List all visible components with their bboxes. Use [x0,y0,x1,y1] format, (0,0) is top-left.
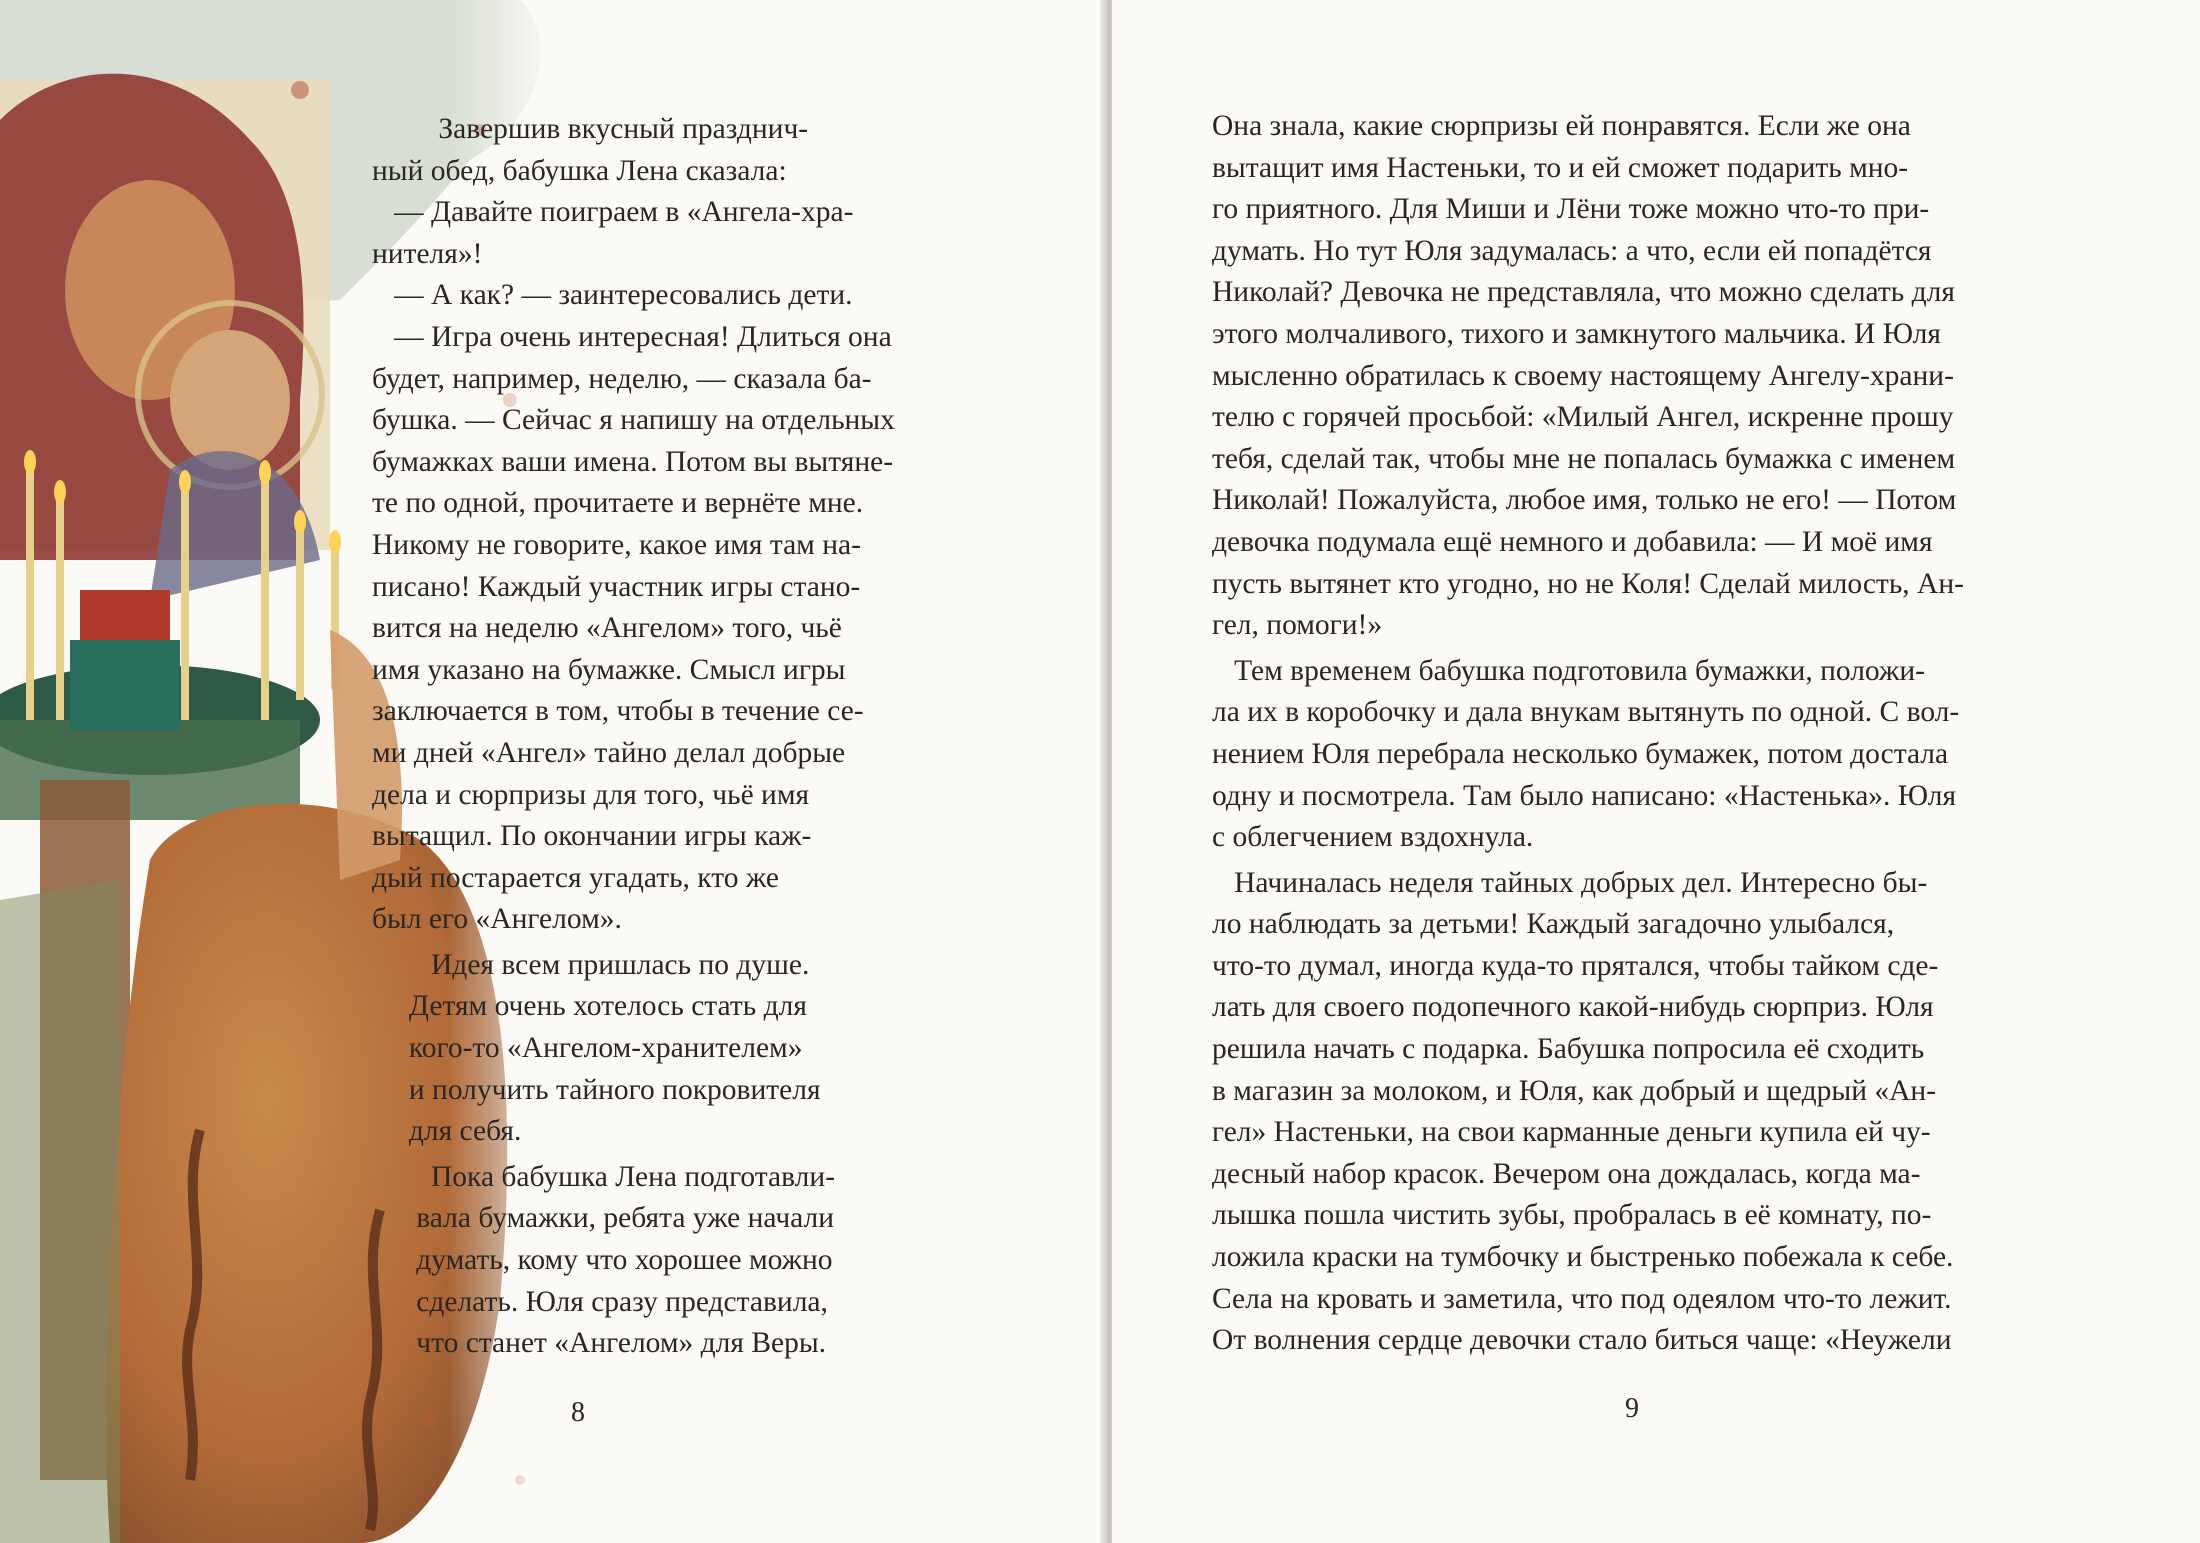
text-line: кого-то «Ангелом-хранителем» [372,1032,803,1065]
text-line: этого молчаливого, тихого и замкнутого мальчика. И Юля [1212,317,1941,350]
text-line: имя указано на бумажке. Смысл игры [372,653,846,686]
text-line: вытащил. По окончании игры каж- [372,820,812,853]
text-line: Тем временем бабушка подготовила бумажки, положи- [1212,654,1925,687]
text-line: писано! Каждый участник игры стано- [372,570,861,603]
left-page-text [372,109,1012,1365]
right-page-text [1212,106,2072,1362]
text-line: был его «Ангелом». [372,903,622,936]
text-line: сделать. Юля сразу представила, [372,1285,828,1318]
text-line: для себя. [372,1115,522,1148]
text-line: что-то думал, иногда куда-то прятался, чтобы тайком сде- [1212,949,1939,982]
text-line: Она знала, какие сюрпризы ей понравятся. Если же она [1212,110,1911,142]
text-line: Начиналась неделя тайных добрых дел. Интересно бы- [1212,866,1928,899]
text-line: думать. Но тут Юля задумалась: а что, если ей попадётся [1212,234,1932,267]
text-line: — Давайте поиграем в «Ангела-хра- [372,196,854,229]
text-line: ло наблюдать за детьми! Каждый загадочно улыбался, [1212,908,1895,941]
text-line: Никому не говорите, какое имя там на- [372,528,861,561]
text-line: те по одной, прочитаете и вернёте мне. [372,487,864,520]
text-line: бушка. — Сейчас я напишу на отдельных [372,404,895,437]
text-line: десный набор красок. Вечером она дождалась, когда ма- [1212,1157,1921,1190]
text-line: нением Юля перебрала несколько бумажек, потом достала [1212,737,1949,770]
text-line: — Игра очень интересная! Длиться она [372,320,892,353]
text-line: телю с горячей просьбой: «Милый Ангел, искренне прошу [1212,401,1954,434]
text-line: и получить тайного покровителя [372,1073,821,1106]
text-line: дый постарается угадать, кто же [372,861,779,894]
text-line: что станет «Ангелом» для Веры. [372,1327,827,1360]
text-line: мысленно обратилась к своему настоящему Ангелу-храни- [1212,359,1954,392]
text-line: ла их в коробочку и дала внукам вытянуть по одной. С вол- [1212,696,1960,729]
text-line: лать для своего подопечного какой-нибудь сюрприз. Юля [1212,991,1934,1024]
page-number-right: 9 [1625,1393,1639,1424]
text-line: — А как? — заинтересовались дети. [372,279,853,312]
text-line: гел» Настеньки, на свои карманные деньги купила ей чу- [1212,1116,1931,1149]
text-line: ми дней «Ангел» тайно делал добрые [372,736,846,769]
text-line: будет, например, неделю, — сказала ба- [372,362,872,395]
text-line: тебя, сделай так, чтобы мне не попалась бумажка с именем [1212,442,1956,475]
text-line: От волнения сердце девочки стало биться чаще: «Неужели [1212,1324,1952,1357]
text-line: в магазин за молоком, и Юля, как добрый и щедрый «Ан- [1212,1074,1937,1107]
text-line: Детям очень хотелось стать для [372,990,807,1023]
right-page [1112,0,2200,1543]
text-line: нителя»! [372,237,483,270]
text-line: ложила краски на тумбочку и быстренько побежала к себе. [1212,1241,1954,1274]
text-line: лышка пошла чистить зубы, пробралась в её комнату, по- [1212,1199,1932,1232]
text-line: пусть вытянет кто угодно, но не Коля! Сделай милость, Ан- [1212,567,1964,600]
text-line: одну и посмотрела. Там было написано: «Настенька». Юля [1212,779,1957,812]
text-line: го приятного. Для Миши и Лёни тоже можно что-то при- [1212,193,1930,226]
text-line: Николай? Девочка не представляла, что можно сделать для [1212,276,1955,309]
text-line: девочка подумала ещё немного и добавила: — И моё имя [1212,525,1933,558]
text-line: заключается в том, чтобы в течение се- [372,695,864,728]
text-line: Николай! Пожалуйста, любое имя, только не его! — Потом [1212,484,1957,517]
text-line: вится на неделю «Ангелом» того, чьё [372,612,842,645]
text-line: гел, помоги!» [1212,609,1383,642]
text-line: решила начать с подарка. Бабушка попросила её сходить [1212,1033,1925,1066]
text-line: Села на кровать и заметила, что под одеялом что-то лежит. [1212,1282,1952,1315]
text-line: ный обед, бабушка Лена сказала: [372,154,787,187]
text-line: вытащит имя Настеньки, то и ей сможет подарить мно- [1212,151,1909,184]
page-number-left: 8 [571,1397,585,1428]
text-line: Идея всем пришлась по душе. [372,948,810,981]
text-line: Пока бабушка Лена подготавли- [372,1160,836,1193]
text-line: думать, кому что хорошее можно [372,1244,833,1277]
text-line: дела и сюрпризы для того, чьё имя [372,778,810,811]
text-line: вала бумажки, ребята уже начали [372,1202,835,1235]
text-line: бумажках ваши имена. Потом вы вытяне- [372,445,894,478]
text-line: Завершив вкусный празднич- [372,113,809,145]
text-line: с облегчением вздохнула. [1212,821,1534,854]
